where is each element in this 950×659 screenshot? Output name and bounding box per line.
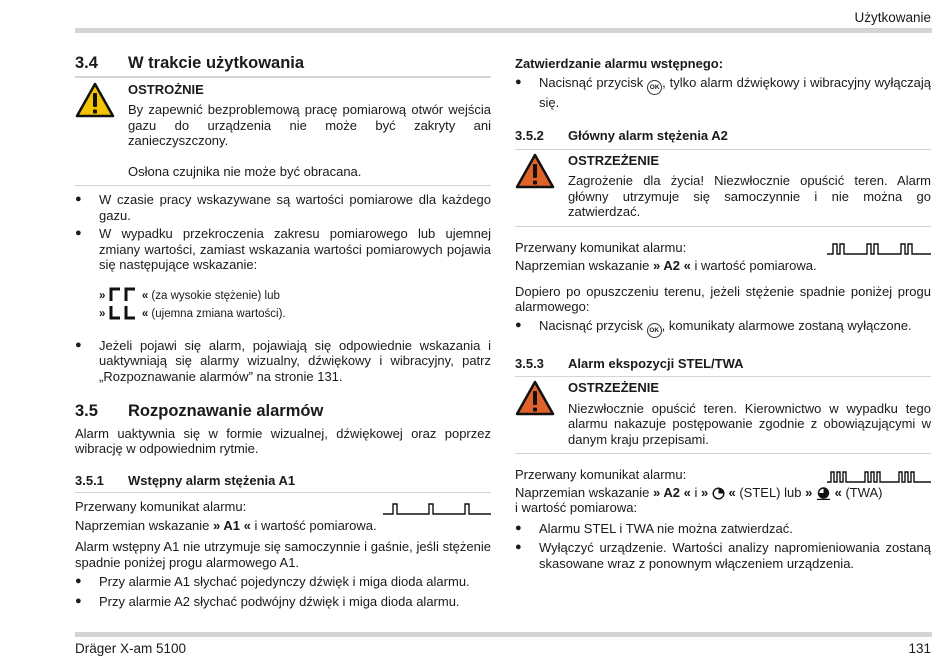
double-pulse-signal-icon	[827, 243, 931, 255]
bullet-icon: ●	[515, 541, 522, 553]
a2-signal-row: Przerwany komunikat alarmu:	[515, 240, 931, 256]
warning-title: OSTRZEŻENIE	[568, 380, 660, 395]
bullet-icon: ●	[515, 75, 522, 88]
triple-pulse-signal-icon	[827, 471, 931, 483]
footer-rule	[75, 632, 932, 637]
section-heading-3-5-1: 3.5.1 Wstępny alarm stężenia A1	[75, 472, 296, 488]
footer-product: Dräger X-am 5100	[75, 641, 187, 656]
alarm-intro-text: Alarm uaktywnia się w formie wizualnej, dźwiękowej oraz poprzez wibrację w odpowiednim rytmie.	[75, 425, 491, 456]
stel-icon	[712, 487, 725, 500]
segment-over-range-icon	[109, 287, 139, 302]
display-over-range: » « (za wysokie stężenie) lub	[99, 287, 491, 305]
a2-alternating-text: Naprzemian wskazanie » A2 « i wartość pomiarowa.	[515, 258, 817, 273]
page-number: 131	[908, 641, 931, 656]
warning-block-stel	[515, 380, 931, 447]
stel-signal-row: Przerwany komunikat alarmu:	[515, 467, 931, 483]
caution-icon	[75, 82, 128, 180]
a1-signal-row: Przerwany komunikat alarmu:	[75, 499, 491, 515]
section-heading-3-5-2: 3.5.2 Główny alarm stężenia A2	[515, 128, 728, 143]
caution-title: OSTROŻNIE	[128, 81, 204, 97]
display-negative-drift: » « (ujemna zmiana wartości).	[99, 305, 491, 323]
stel-measured-value-text: i wartość pomiarowa:	[515, 500, 638, 515]
warning-icon	[515, 380, 568, 447]
after-leaving-text: Dopiero po opuszczeniu terenu, jeżeli stężenie spadnie poniżej progu alarmowego:	[515, 283, 931, 314]
bullet-icon: ●	[515, 318, 522, 331]
caution-block	[75, 82, 491, 180]
caution-text-2: Osłona czujnika nie może być obracana.	[128, 163, 362, 179]
bullet-icon: ●	[75, 594, 82, 607]
heading-rule	[75, 76, 491, 78]
caution-text-1: By zapewnić bezproblemową pracę pomiarową otwór wejścia gazu do urządzenia nie może być zakryty ani zanieczyszczony.	[128, 102, 491, 148]
section-heading-3-5-3: 3.5.3 Alarm ekspozycji STEL/TWA	[515, 355, 744, 371]
warning-rule	[515, 453, 931, 454]
bullet-icon: ●	[515, 521, 522, 534]
warning-block-a2	[515, 153, 931, 220]
right-column	[515, 56, 931, 571]
warning-text: Niezwłocznie opuścić teren. Kierownictwo w wypadku tego alarmu nakazuje postępowanie zgodnie z obowiązującymi w danym kraju przepisami.	[568, 400, 931, 447]
bullet-icon: ●	[75, 193, 82, 205]
warning-icon	[515, 153, 568, 220]
a1-alternating-text: Naprzemian wskazanie » A1 « i wartość pomiarowa.	[75, 517, 377, 533]
list-item: ● W czasie pracy wskazywane są wartości pomiarowe dla każdego gazu.	[75, 192, 491, 223]
warning-text: Zagrożenie dla życia! Niezwłocznie opuścić teren. Alarm główny utrzymuje się samoczynnie i nie można go zatwierdzać.	[568, 173, 931, 219]
bullet-icon: ●	[75, 338, 82, 351]
list-item: ● Przy alarmie A2 słychać podwójny dźwięk i miga dioda alarmu.	[75, 593, 460, 609]
bullet-icon: ●	[75, 227, 82, 239]
left-column	[75, 56, 491, 609]
list-item: ● Alarmu STEL i TWA nie można zatwierdzać.	[515, 520, 793, 536]
confirm-prealarm-title: Zatwierdzanie alarmu wstępnego:	[515, 56, 724, 71]
warning-rule	[515, 226, 931, 227]
heading-rule	[515, 149, 931, 150]
twa-icon	[816, 487, 831, 500]
a1-description: Alarm wstępny A1 nie utrzymuje się samoczynnie i gaśnie, jeśli stężenie spadnie poniżej progu alarmowego A1.	[75, 539, 491, 570]
heading-rule	[515, 376, 931, 377]
list-item: ● Nacisnąć przycisk OK , tylko alarm dźwiękowy i wibracyjny wyłączają się.	[515, 74, 931, 110]
stel-alternating-text: Naprzemian wskazanie » A2 « i » « (STEL) lub » « (TWA)	[515, 484, 883, 500]
ok-button-icon: OK	[647, 323, 662, 338]
single-pulse-signal-icon	[383, 503, 491, 515]
header-rule	[75, 28, 932, 33]
section-heading-3-4: 3.4 W trakcie użytkowania	[75, 54, 305, 72]
caution-rule	[75, 185, 491, 186]
list-item: ● Nacisnąć przycisk OK , komunikaty alarmowe zostaną wyłączone.	[515, 318, 931, 338]
bullet-icon: ●	[75, 575, 82, 587]
warning-title: OSTRZEŻENIE	[568, 152, 660, 168]
list-item: ● Wyłączyć urządzenie. Wartości analizy napromieniowania zostaną skasowane wraz z ponownym włączeniem urządzenia.	[515, 540, 931, 571]
list-item: ● Jeżeli pojawi się alarm, pojawiają się odpowiednie wskazania i uaktywniają się alarmy wizualny, dźwiękowy i wibracyjny, patrz „Rozpoznawanie alarmów” na stronie 131.	[75, 337, 491, 384]
segment-negative-drift-icon	[109, 305, 139, 320]
running-header: Użytkowanie	[854, 10, 931, 25]
display-examples	[75, 287, 491, 323]
ok-button-icon: OK	[647, 80, 662, 95]
heading-rule	[75, 492, 491, 493]
list-item: ● Przy alarmie A1 słychać pojedynczy dźwięk i miga dioda alarmu.	[75, 574, 470, 589]
list-item: ● W wypadku przekroczenia zakresu pomiarowego lub ujemnej zmiany wartości, zamiast wskazania wartości pomiarowych pojawia się następujące wskazanie:	[75, 226, 491, 272]
section-heading-3-5: 3.5 Rozpoznawanie alarmów	[75, 402, 324, 420]
